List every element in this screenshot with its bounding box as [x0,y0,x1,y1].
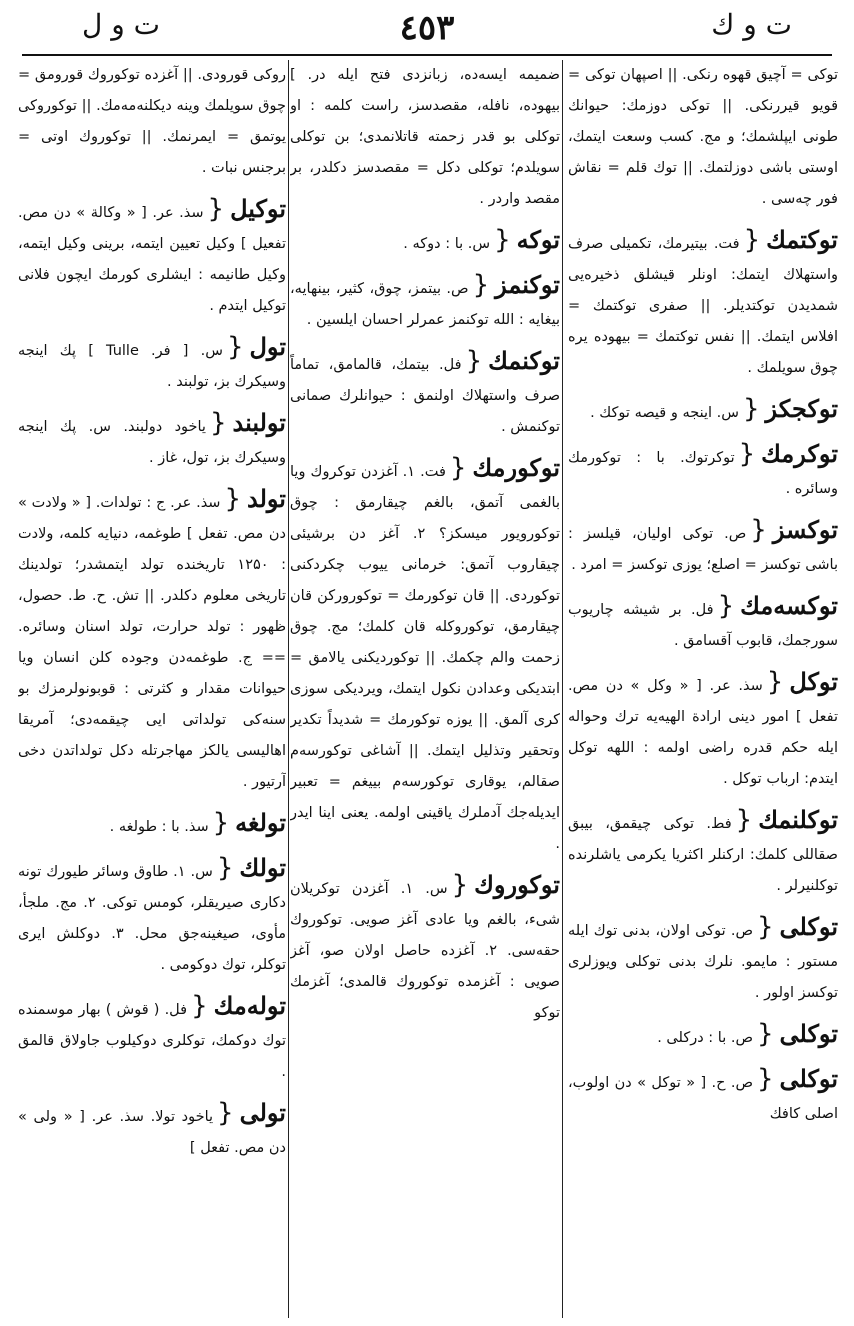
entry-headword: توكرمك [761,439,838,468]
brace-glyph: { [757,912,774,942]
column-divider-left [288,60,289,1318]
brace-glyph: { [191,991,208,1021]
dictionary-entry [290,268,560,336]
entry-headword: توكسز [772,515,838,544]
entry-definition: فت. بیتیرمك، تكمیلی صرف واستهلاك ایتمك: اونلر قیشلق ذخیره‌یی شمدیدن توكتدیلر. || صفری توكتمك = افلاس ایتمك. || نفس توكتمك = بیهوده یره چوق سویلمك . [568,236,838,376]
entry-definition: ص. توكی اولیان، قیلسز : باشی توكسز = اصلع؛ یوزی توكسز = امرد . [568,526,838,573]
entry-definition: سذ. با : طولغه . [109,819,209,835]
column-middle [290,60,560,1318]
entry-headword: تولی [239,1098,286,1127]
brace-glyph: { [757,1064,774,1094]
entry-definition: س. با : دوكه . [403,236,491,252]
entry-definition: فل. بیتمك، قالمامق، تماماً صرف واستهلاك اولنمق : حیوانلرك صمانی توكنمش . [290,357,560,435]
entry-definition: توكرتوك. با : توكورمك وسائره . [568,450,838,497]
dictionary-entry [568,392,838,429]
entry-definition: یاخود دولبند. س. پك اینجه وسیكرك بز، تول، غاز . [18,419,286,466]
brace-glyph: { [743,225,761,255]
dictionary-entry [18,806,286,843]
entry-definition: فل. ( قوش ) بهار موسمنده توك دوكمك، توكلری دوكیلوب جاولاق قالمق . [18,1002,286,1080]
dictionary-entry [18,60,286,184]
dictionary-entry [18,330,286,398]
dictionary-entry [290,344,560,443]
dictionary-entry [18,989,286,1088]
entry-headword: تولد [247,484,286,513]
entry-headword: تولبند [232,408,286,437]
brace-glyph: { [465,346,483,376]
dictionary-entry [568,513,838,581]
dictionary-entry [568,803,838,902]
entry-definition: یاخود تولا. سذ. عر. [ « ولی » دن مص. تفعل ] [18,1109,286,1156]
entry-definition: توكی = آچیق قهوه رنكی. || اصپهان توكی = قویو قیررنكی. || توكی دوزمك: حیوانك طونی ایپلشمك؛ و مج. كسب وسعت ایتمك، اوستی باشی دوزلتمك. || توك قلم = نقاش فور چەسی . [568,67,838,207]
entry-headword: توكنمز [495,270,560,299]
entry-headword: توكلی [779,1064,838,1093]
brace-glyph: { [451,870,469,900]
page-number: ٤٥٣ [399,8,455,48]
entry-definition: فت. ۱. آغزدن توكروك ویا بالغمی آتمق، بالغم چیقارمق : چوق توكورویور میسكز؟ ۲. آغز دن برشیئی چیقاروب آتمق: خرمانی ییوب چكردكنی توكوردی. || قان توكورمك = توكوروركن قان چیقارمق، توكوروكله قان كلمك؛ مج. چوق زحمت والم چكمك. || توكوردیكنی یالامق = ابتدیكی وعدادن نكول ایتمك، ویردیكی سوزی كری آلمق. || یوزه توكورمك = شدیداً تكدیر وتحقیر وتذلیل ایتمك. || آشاغی توكورسه‌م صقالم، یوقاری توكورسه‌م بییغم = تعبیر ایدیله‌جك آدملرك یاقینی اولمه. یعنی اینا ایدر . [290,464,560,852]
entry-headword: تول [249,332,286,361]
column-right [568,60,838,1318]
entry-headword: توكل [789,667,838,696]
entry-headword: توكه [516,225,560,254]
entry-definition: فل. بر شیشه چاریوب سورجمك، قابوب آقسامق . [568,602,838,649]
entry-headword: توكوروك [474,870,560,899]
entry-headword: توكتمك [766,225,838,254]
column-divider-right [562,60,563,1318]
brace-glyph: { [212,808,230,838]
entry-definition: ص. با : دركلی . [657,1030,753,1046]
dictionary-entry [568,910,838,1009]
entry-headword: تولغه [235,808,286,837]
entry-headword: توكلنمك [758,805,838,834]
entry-definition: فط. توكی چیقمق، بیبق صقاللی كلمك: اركنلر اكثریا یكرمی یاشلرنده توكلنیرلر . [568,816,838,894]
brace-glyph: { [449,453,467,483]
entry-headword: توكلی [779,1019,838,1048]
entry-definition: س. اینجه و قیصه توكك . [590,405,739,421]
dictionary-entry [290,868,560,1029]
entry-headword: توكورمك [472,453,560,482]
dictionary-entry [18,192,286,322]
entry-definition: س. ۱. طاوق وسائر طیورك تونه دكاری صیریقلر، كومس توكی. ۲. مج. ملجأ، مأوی، صیغینه‌جق محل. ۳. دوكلش ایری توكلر، توك دوكومی . [18,864,286,973]
entry-headword: توكجكز [765,394,838,423]
dictionary-entry [568,60,838,215]
dictionary-entry [18,1096,286,1164]
dictionary-entry [568,437,838,505]
brace-glyph: { [757,1019,774,1049]
entry-headword: تولك [239,853,286,882]
brace-glyph: { [224,484,241,514]
dictionary-entry [290,223,560,260]
brace-glyph: { [494,225,511,255]
entry-headword: توكسه‌مك [740,591,838,620]
brace-glyph: { [472,270,490,300]
entry-definition: روكی قورودی. || آغزده توكوروك قورومق = چوق سویلمك وینه دیكلنه‌مه‌مك. || توكوروكی یوتمق = ایمرنمك. || توكوروك اوتی = برجنس نبات . [18,67,286,176]
header-left-letters: ت و ل [82,8,161,41]
header-right-letters: ت و ك [711,8,792,41]
brace-glyph: { [217,1098,234,1128]
dictionary-entry [18,482,286,798]
dictionary-entry [568,1062,838,1130]
brace-glyph: { [226,332,244,362]
entry-headword: توكنمك [488,346,560,375]
dictionary-entry [290,451,560,860]
brace-glyph: { [207,194,225,224]
entry-definition: ص. توكی اولان، بدنی توك ایله مستور : مایمو. نلرك بدنی توكلی ویوزلری توكسز اولور . [568,923,838,1001]
dictionary-entry [568,223,838,384]
entry-definition: ص. ح. [ « توكل » دن اولوب، اصلی كافك [568,1075,838,1122]
entry-definition: ص. بیتمز، چوق، كثیر، بینهایه، بیغایه : الله توكنمز عمرلر احسان ایلسین . [290,281,560,328]
brace-glyph: { [735,805,753,835]
brace-glyph: { [717,591,735,621]
entry-headword: توله‌مك [213,991,286,1020]
entry-definition: سذ. عر. [ « وكالة » دن مص. تفعیل ] وكیل تعیین ایتمه، برینی وكیل ایتمه، وكیل طانیمه : ایشلری كورمك ایچون فلانی توكیل ایتدم . [18,205,286,314]
brace-glyph: { [750,515,767,545]
dictionary-entry [568,1017,838,1054]
entry-definition: ضمیمه ایسه‌ده، زبانزدی فتح ایله در. ] بیهوده، نافله، مقصدسز، راست كلمه : او توكلی بو قدر زحمته قاتلانمدی؛ بن توكلی سویلدم؛ توكلی دكل = مقصدسز دكلدر، بر مقصد واردر . [290,67,560,207]
dictionary-entry [568,589,838,657]
entry-definition: س. ۱. آغزدن توكریلان شیء، بالغم ویا عادی آغز صویی. توكوروك حقه‌سی. ۲. آغزده حاصل اولان صو، آغز صویی : آغزمده توكوروك قالمدی؛ آغزمك توكو [290,881,560,1021]
dictionary-entry [290,60,560,215]
dictionary-entry [568,665,838,795]
entry-definition: سذ. عر. [ « وكل » دن مص. تفعل ] امور دینی ارادة الهیه‌یه ترك وحواله ایله حكم قدره راضی اولمه : اللهه توكل ایتدم: ارباب توكل . [568,678,838,787]
brace-glyph: { [766,667,784,697]
brace-glyph: { [742,394,760,424]
dictionary-entry [18,851,286,981]
entry-headword: توكیل [230,194,286,223]
entry-definition: سذ. عر. ج : تولدات. [ « ولادت » دن مص. تفعل ] طوغمه، دنیایه كلمه، ولادت : ۱۲۵۰ تاریخنده تولد ایتمشدر؛ تولدینك تاریخی معلوم دكلدر. || تش. ح. ط. حصول، ظهور : تولد حرارت، تولد اسنان وسائره. == ج. طوغمه‌دن وجوده كلن انسان ویا حیوانات مقدار و كثرتی : قوبونولرمزك بو سنه‌كی تولداتی ایی چیقمه‌دی؛ آمریقا اهالیسی یالكز مهاجرتله دكل تولداتدن دخی آرتیور . [18,495,286,790]
entry-headword: توكلی [779,912,838,941]
brace-glyph: { [738,439,756,469]
dictionary-entry [18,406,286,474]
column-left [18,60,286,1318]
brace-glyph: { [216,853,234,883]
page-header [22,6,832,56]
brace-glyph: { [209,408,227,438]
entry-definition: س. [ فر. Tulle ] پك اینجه وسیكرك بز، تولبند . [18,343,286,390]
